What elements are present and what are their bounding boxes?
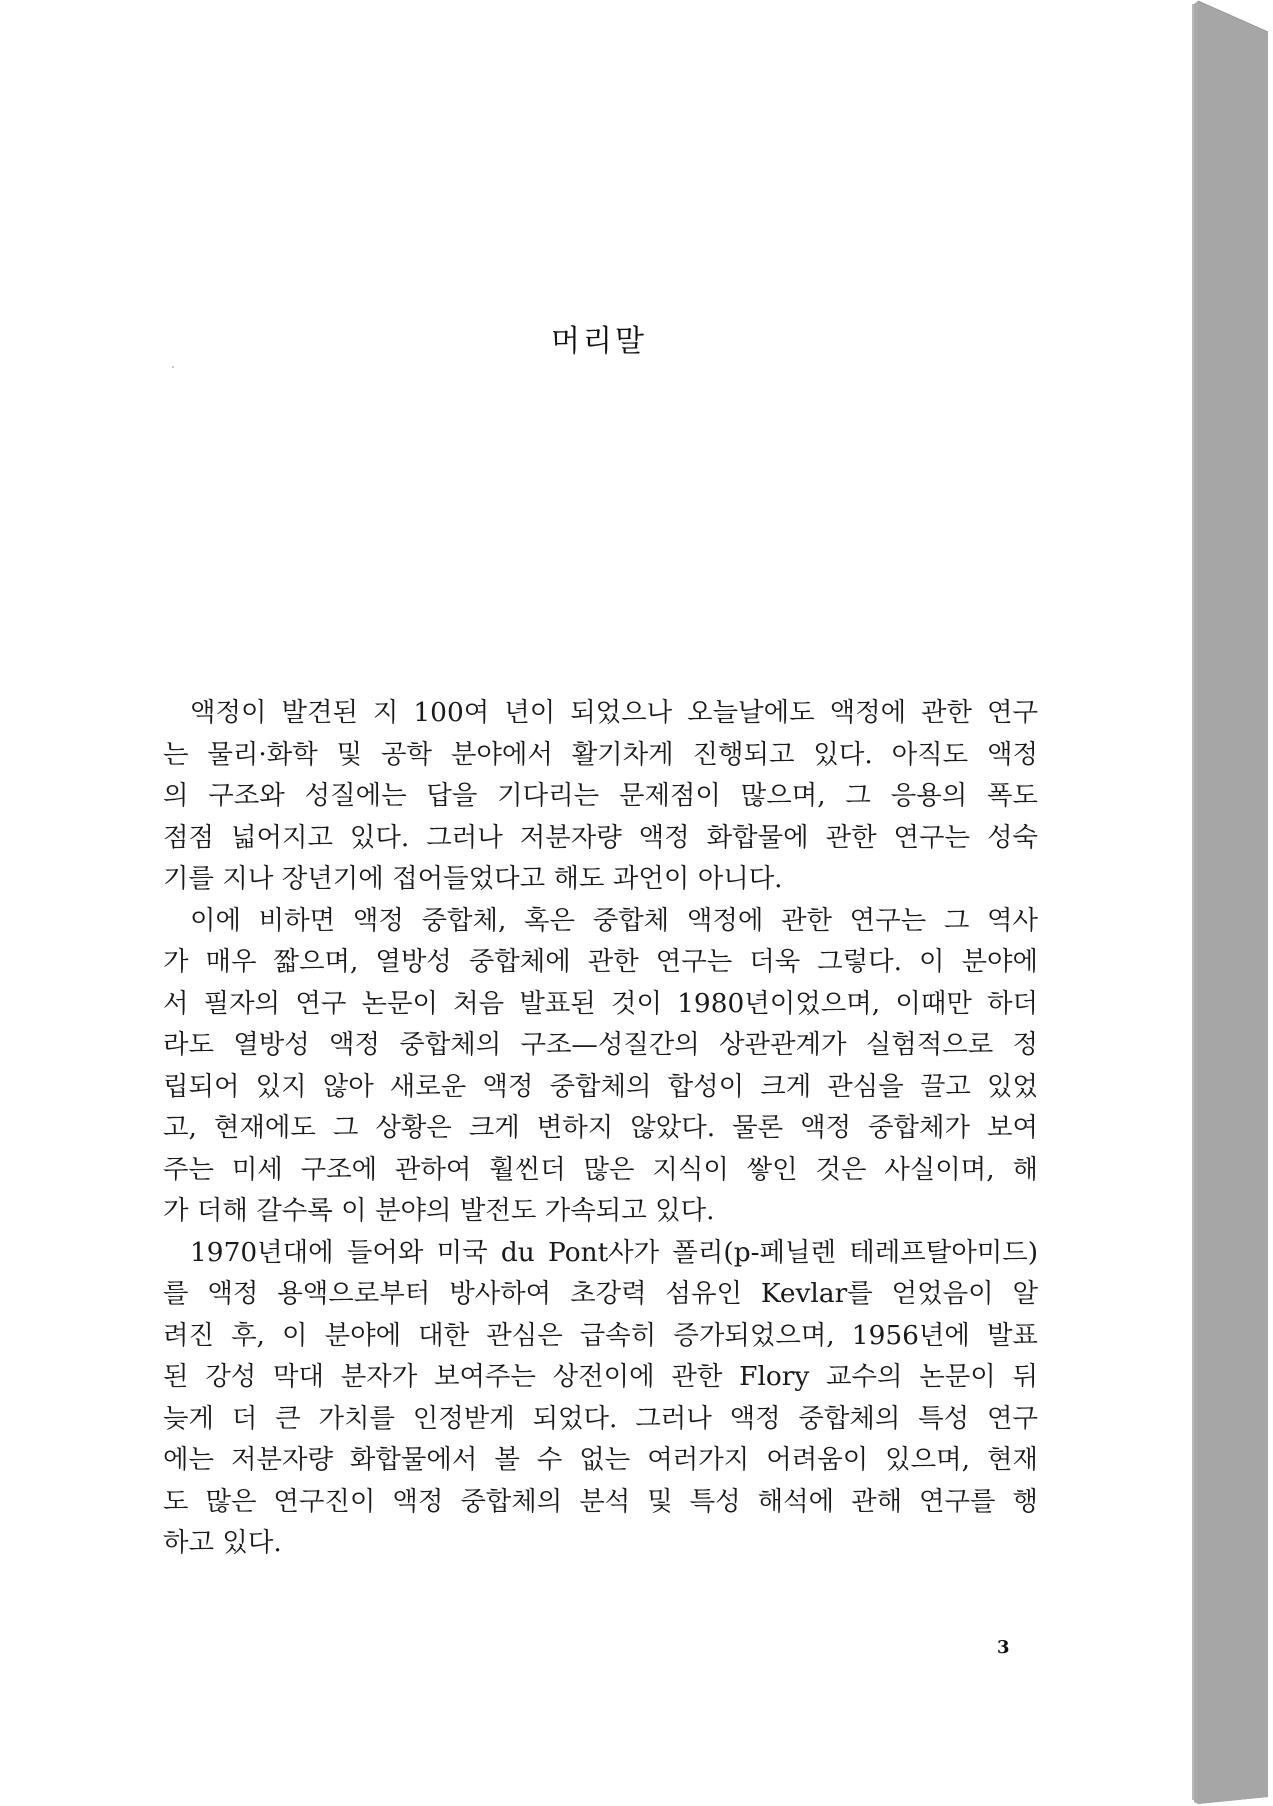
text-line: 하고 있다.	[163, 1527, 282, 1558]
text-line: 라도 열방성 액정 중합체의 구조—성질간의 상관관계가 실험적으로 정	[163, 1029, 1038, 1060]
page-title: 머리말	[551, 324, 647, 359]
book-page	[4, 4, 1194, 1800]
paragraph-1	[163, 692, 1038, 900]
text-line: 1970년대에 들어와 미국 du Pont사가 폴리(p-페닐렌 테레프탈아미드)	[190, 1236, 1038, 1268]
text-line: 점점 넓어지고 있다. 그러나 저분자량 액정 화합물에 관한 연구는 성숙	[163, 821, 1038, 853]
text-line: 액정이 발견된 지 100여 년이 되었으나 오늘날에도 액정에 관한 연구	[190, 697, 1038, 728]
text-line: 가 매우 짧으며, 열방성 중합체에 관한 연구는 더욱 그렇다. 이 분야에	[163, 946, 1038, 977]
text-line: 의 구조와 성질에는 답을 기다리는 문제점이 많으며, 그 응용의 폭도	[163, 780, 1038, 811]
text-line: 를 액정 용액으로부터 방사하여 초강력 섬유인 Kevlar를 얻었음이 알	[163, 1278, 1038, 1309]
text-line: 려진 후, 이 분야에 대한 관심은 급속히 증가되었으며, 1956년에 발표	[163, 1319, 1038, 1351]
text-line: 도 많은 연구진이 액정 중합체의 분석 및 특성 해석에 관해 연구를 행	[163, 1485, 1038, 1517]
preface-body	[163, 692, 1038, 1564]
text-line: 이에 비하면 액정 중합체, 혹은 중합체 액정에 관한 연구는 그 역사	[190, 904, 1038, 936]
text-line: 가 더해 갈수록 이 분야의 발전도 가속되고 있다.	[163, 1195, 715, 1226]
text-line: 에는 저분자량 화합물에서 볼 수 없는 여러가지 어려움이 있으며, 현재	[163, 1444, 1038, 1475]
text-line: 늦게 더 큰 가치를 인정받게 되었다. 그러나 액정 중합체의 특성 연구	[163, 1402, 1038, 1434]
page-number: 3	[997, 1637, 1010, 1658]
print-speck	[172, 366, 174, 368]
paragraph-2	[163, 900, 1038, 1232]
text-line: 서 필자의 연구 논문이 처음 발표된 것이 1980년이었으며, 이때만 하더	[163, 987, 1038, 1019]
paragraph-3	[163, 1232, 1038, 1564]
text-line: 된 강성 막대 분자가 보여주는 상전이에 관한 Flory 교수의 논문이 뒤	[163, 1361, 1038, 1392]
text-line: 기를 지나 장년기에 접어들었다고 해도 과언이 아니다.	[163, 863, 783, 894]
text-line: 주는 미세 구조에 관하여 훨씬더 많은 지식이 쌓인 것은 사실이며, 해	[163, 1153, 1038, 1185]
text-line: 고, 현재에도 그 상황은 크게 변하지 않았다. 물론 액정 중합체가 보여	[163, 1112, 1038, 1143]
text-line: 는 물리·화학 및 공학 분야에서 활기차게 진행되고 있다. 아직도 액정	[163, 738, 1038, 770]
text-line: 립되어 있지 않아 새로운 액정 중합체의 합성이 크게 관심을 끌고 있었	[163, 1070, 1038, 1102]
